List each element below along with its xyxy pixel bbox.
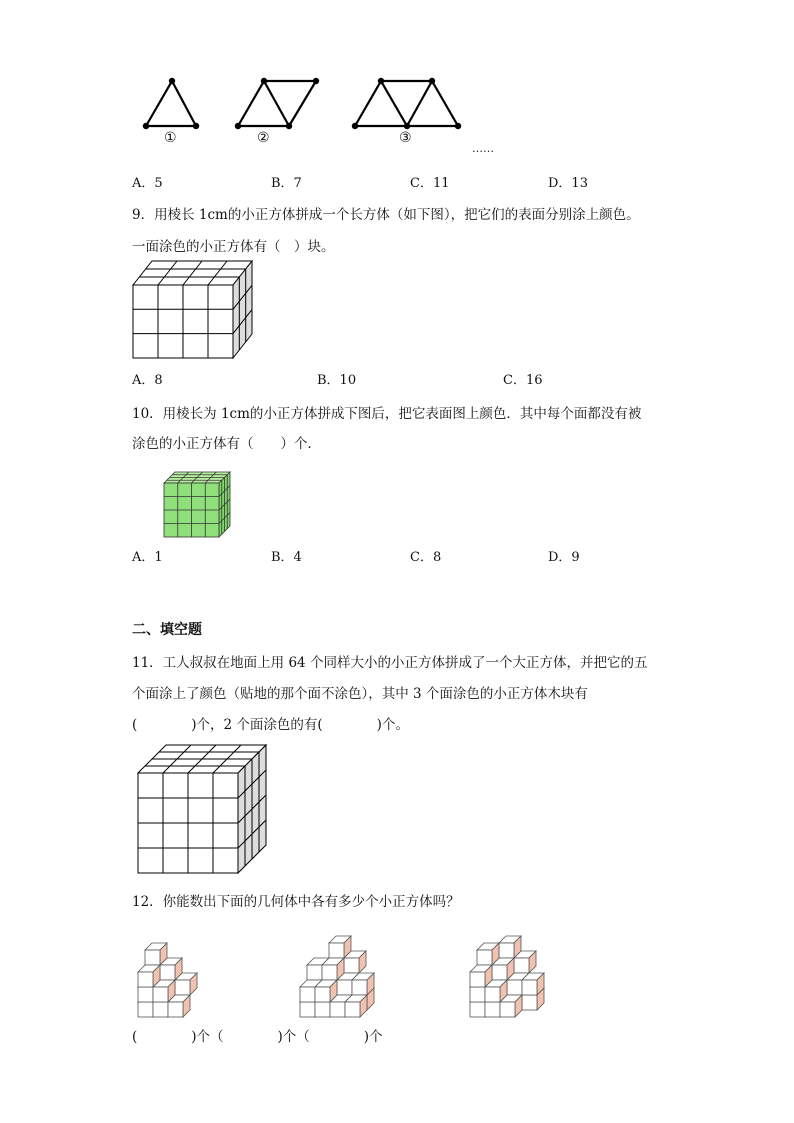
small-cube (470, 965, 492, 987)
q10-option-c[interactable]: C．8 (410, 550, 442, 565)
cube-stacks-figure (130, 920, 630, 1020)
q10-text-line1: 10．用棱长为 1cm的小正方体拼成下图后，把它表面图上颜色．其中每个面都没有被 (132, 406, 642, 422)
q9-option-c[interactable]: C．16 (503, 373, 543, 388)
cuboid-figure (130, 258, 270, 368)
q9-option-b[interactable]: B．10 (317, 373, 357, 388)
q12-text-line1: 12．你能数出下面的几何体中各有多少个小正方体吗？ (132, 894, 460, 910)
q9-text-line1: 9．用棱长 1cm的小正方体拼成一个长方体（如下图），把它们的表面分别涂上颜色。 (132, 207, 640, 223)
q10-option-a[interactable]: A．1 (132, 550, 163, 565)
small-cube (522, 973, 544, 995)
q11-text-line1: 11．工人叔叔在地面上用 64 个同样大小的小正方体拼成了一个大正方体，并把它的五 (132, 655, 648, 671)
figure-label-1: ① (164, 130, 177, 146)
q11-text-line3: ( )个，2 个面涂色的有( )个。 (132, 717, 409, 733)
q8-option-c[interactable]: C．11 (410, 176, 450, 191)
small-cube (138, 965, 160, 987)
small-cube (145, 943, 167, 965)
q8-option-a[interactable]: A．5 (132, 176, 163, 191)
small-cube (499, 936, 521, 958)
section-title: 二、填空题 (132, 622, 202, 638)
q10-text-line2: 涂色的小正方体有（ ）个． (132, 436, 321, 452)
figure-label-3: ③ (399, 130, 412, 146)
figure-ellipsis: …… (472, 142, 494, 155)
small-cube (345, 995, 367, 1017)
q10-option-d[interactable]: D．9 (548, 550, 580, 565)
q11-text-line2: 个面涂上了颜色（贴地的那个面不涂色），其中 3 个面涂色的小正方体木块有 (132, 686, 588, 702)
triangle-figures (0, 0, 794, 160)
q12-answer-blanks: ( )个（ )个（ )个 (132, 1029, 383, 1045)
q9-text-line2: 一面涂色的小正方体有（ ）块。 (132, 239, 335, 255)
q8-option-d[interactable]: D．13 (548, 176, 588, 191)
small-cube (477, 943, 499, 965)
green-cube-figure (162, 470, 242, 540)
q8-option-b[interactable]: B．7 (271, 176, 302, 191)
small-cube (329, 936, 351, 958)
figure-label-2: ② (257, 130, 270, 146)
large-cube-figure (136, 742, 286, 882)
q10-option-b[interactable]: B．4 (271, 550, 302, 565)
q9-option-a[interactable]: A．8 (132, 373, 163, 388)
small-cube (352, 973, 374, 995)
small-cube (315, 980, 337, 1002)
small-cube (322, 958, 344, 980)
